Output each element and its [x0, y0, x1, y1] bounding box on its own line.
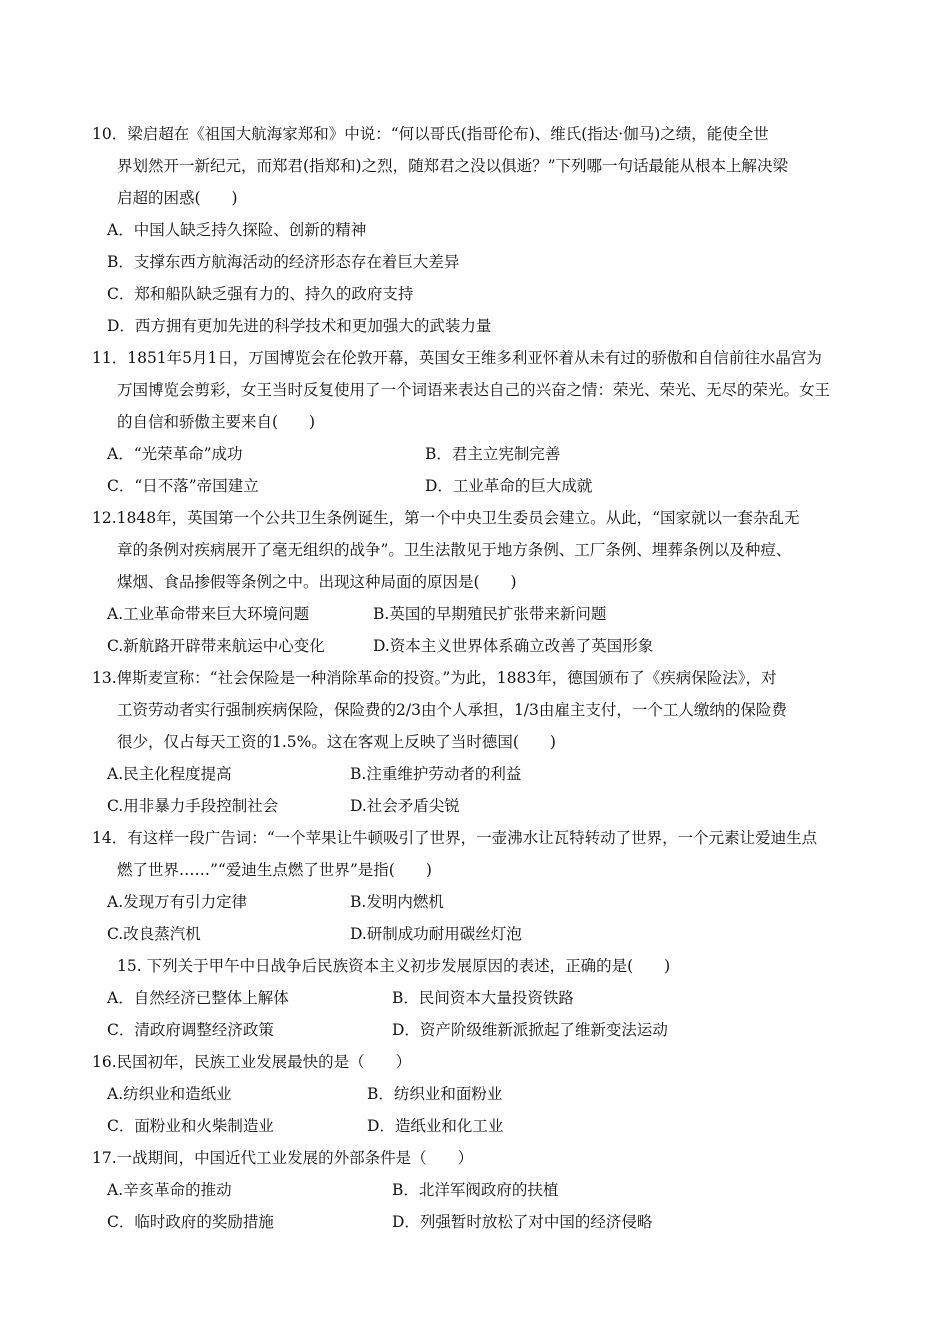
question-16-option-a[interactable]: A.纺织业和造纸业	[107, 1085, 232, 1103]
question-12-option-c[interactable]: C.新航路开辟带来航运中心变化	[107, 637, 325, 655]
question-10-stem-line-3: 启超的困惑( )	[117, 189, 238, 207]
question-10-stem-line-1: 10．梁启超在《祖国大航海家郑和》中说：“何以哥氏(指哥伦布)、维氏(指达·伽马)之绩，能使全世	[92, 125, 769, 143]
question-17-option-a[interactable]: A.辛亥革命的推动	[107, 1181, 232, 1199]
question-10-option-a[interactable]: A．中国人缺乏持久探险、创新的精神	[107, 221, 367, 239]
question-14-option-b[interactable]: B.发明内燃机	[350, 893, 444, 911]
question-12-stem-line-2: 章的条例对疾病展开了毫无组织的战争”。卫生法散见于地方条例、工厂条例、埋葬条例以及种痘、	[117, 541, 792, 559]
question-11-stem-line-1: 11．1851年5月1日，万国博览会在伦敦开幕，英国女王维多利亚怀着从未有过的骄傲和自信前往水晶宫为	[92, 349, 822, 367]
question-15-stem-line-1: 15. 下列关于甲午中日战争后民族资本主义初步发展原因的表述，正确的是( )	[117, 957, 671, 975]
question-16-option-c[interactable]: C．面粉业和火柴制造业	[107, 1117, 274, 1135]
question-14-stem-line-1: 14．有这样一段广告词：“一个苹果让牛顿吸引了世界，一壶沸水让瓦特转动了世界，一个元素让爱迪生点	[92, 829, 818, 847]
question-17-stem-line-1: 17.一战期间，中国近代工业发展的外部条件是（ ）	[92, 1149, 474, 1167]
question-10-option-b[interactable]: B．支撑东西方航海活动的经济形态存在着巨大差异	[107, 253, 460, 271]
question-15-option-c[interactable]: C．清政府调整经济政策	[107, 1021, 274, 1039]
question-11-option-d[interactable]: D．工业革命的巨大成就	[425, 477, 593, 495]
question-16-stem-line-1: 16.民国初年，民族工业发展最快的是（ ）	[92, 1053, 412, 1071]
question-15-option-d[interactable]: D．资产阶级维新派掀起了维新变法运动	[392, 1021, 668, 1039]
question-13-option-c[interactable]: C.用非暴力手段控制社会	[107, 797, 279, 815]
question-12-option-a[interactable]: A.工业革命带来巨大环境问题	[107, 605, 310, 623]
question-17-option-d[interactable]: D．列强暂时放松了对中国的经济侵略	[392, 1213, 653, 1231]
question-13-stem-line-3: 很少，仅占每天工资的1.5%。这在客观上反映了当时德国( )	[117, 733, 556, 751]
question-16-option-b[interactable]: B．纺织业和面粉业	[367, 1085, 503, 1103]
question-10-option-d[interactable]: D．西方拥有更加先进的科学技术和更加强大的武装力量	[107, 317, 492, 335]
question-12-stem-line-1: 12.1848年，英国第一个公共卫生条例诞生，第一个中央卫生委员会建立。从此，“国家就以一套杂乱无	[92, 509, 800, 527]
question-14-option-c[interactable]: C.改良蒸汽机	[107, 925, 201, 943]
question-12-stem-line-3: 煤烟、食品掺假等条例之中。出现这种局面的原因是( )	[117, 573, 517, 591]
question-13-option-a[interactable]: A.民主化程度提高	[107, 765, 232, 783]
question-11-option-b[interactable]: B．君主立宪制完善	[425, 445, 561, 463]
question-11-option-a[interactable]: A．“光荣革命”成功	[107, 445, 243, 463]
question-11-option-c[interactable]: C．“日不落”帝国建立	[107, 477, 259, 495]
question-17-option-b[interactable]: B．北洋军阀政府的扶植	[392, 1181, 559, 1199]
question-12-option-d[interactable]: D.资本主义世界体系确立改善了英国形象	[373, 637, 654, 655]
question-11-stem-line-2: 万国博览会剪彩，女王当时反复使用了一个词语来表达自己的兴奋之情：荣光、荣光、无尽的荣光。女王	[117, 381, 831, 399]
question-16-option-d[interactable]: D．造纸业和化工业	[367, 1117, 504, 1135]
question-14-stem-line-2: 燃了世界……”“爱迪生点燃了世界”是指( )	[117, 861, 432, 879]
question-10-stem-line-2: 界划然开一新纪元，而郑君(指郑和)之烈，随郑君之没以俱逝？”下列哪一句话最能从根本上解决梁	[117, 157, 789, 175]
question-13-stem-line-2: 工资劳动者实行强制疾病保险，保险费的2/3由个人承担，1/3由雇主支付，一个工人缴纳的保险费	[117, 701, 787, 719]
question-13-option-b[interactable]: B.注重维护劳动者的利益	[350, 765, 522, 783]
question-15-option-a[interactable]: A．自然经济已整体上解体	[107, 989, 289, 1007]
question-13-option-d[interactable]: D.社会矛盾尖锐	[350, 797, 460, 815]
question-14-option-d[interactable]: D.研制成功耐用碳丝灯泡	[350, 925, 522, 943]
question-10-option-c[interactable]: C．郑和船队缺乏强有力的、持久的政府支持	[107, 285, 414, 303]
question-11-stem-line-3: 的自信和骄傲主要来自( )	[117, 413, 316, 431]
question-13-stem-line-1: 13.俾斯麦宣称：“社会保险是一种消除革命的投资。”为此，1883年，德国颁布了《疾病保险法》，对	[92, 669, 777, 687]
question-15-option-b[interactable]: B．民间资本大量投资铁路	[392, 989, 574, 1007]
question-12-option-b[interactable]: B.英国的早期殖民扩张带来新问题	[373, 605, 607, 623]
question-17-option-c[interactable]: C．临时政府的奖励措施	[107, 1213, 274, 1231]
question-14-option-a[interactable]: A.发现万有引力定律	[107, 893, 248, 911]
